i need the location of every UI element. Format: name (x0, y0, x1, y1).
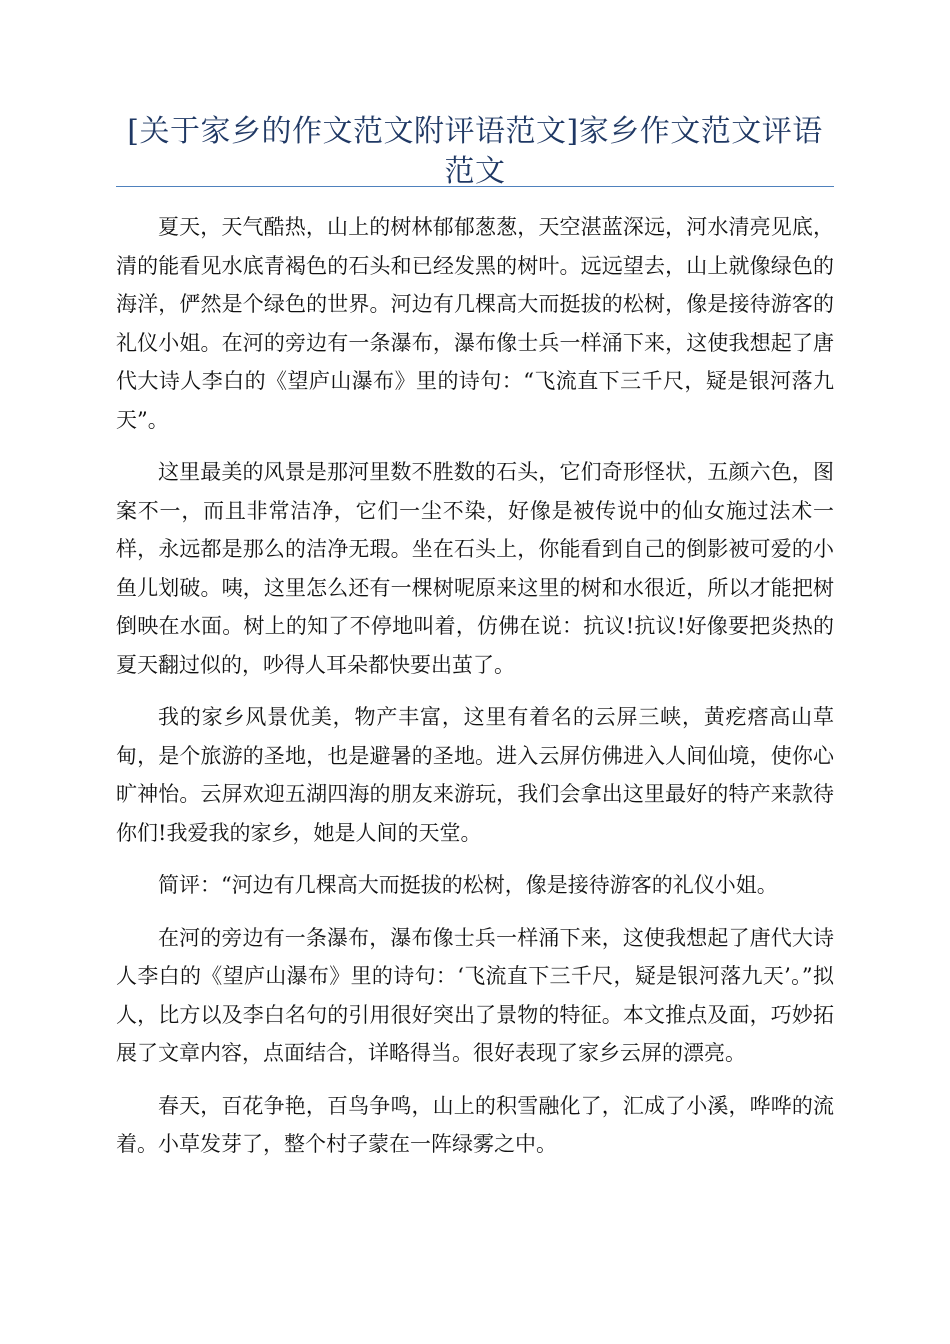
body-paragraph: 这里最美的风景是那河里数不胜数的石头，它们奇形怪状，五颜六色，图案不一，而且非常洁净，它们一尘不染，好像是被传说中的仙女施过法术一样，永远都是那么的洁净无瑕。坐在石头上，你能看到自己的倒影被可爱的小鱼儿划破。咦，这里怎么还有一棵树呢原来这里的树和水很近，所以才能把树倒映在水面。树上的知了不停地叫着，仿佛在说：抗议!抗议!好像要把炎热的夏天翻过似的，吵得人耳朵都快要出茧了。 (116, 460, 834, 677)
title-underline (116, 186, 834, 187)
document-title: [关于家乡的作文范文附评语范文]家乡作文范文评语范文 (127, 114, 823, 189)
comment-paragraph: 在河的旁边有一条瀑布，瀑布像士兵一样涌下来，这使我想起了唐代大诗人李白的《望庐山瀑布》里的诗句：‘飞流直下三千尺，疑是银河落九天’。”拟人，比方以及李白名句的引用很好突出了景物的特征。本文推点及面，巧妙拓展了文章内容，点面结合，详略得当。很好表现了家乡云屏的漂亮。 (116, 925, 834, 1065)
body-paragraph: 春天，百花争艳，百鸟争鸣，山上的积雪融化了，汇成了小溪，哗哗的流着。小草发芽了，整个村子蒙在一阵绿雾之中。 (116, 1093, 834, 1156)
body-paragraph: 我的家乡风景优美，物产丰富，这里有着名的云屏三峡，黄疙瘩高山草甸，是个旅游的圣地，也是避暑的圣地。进入云屏仿佛进入人间仙境，使你心旷神怡。云屏欢迎五湖四海的朋友来游玩，我们会拿出这里最好的特产来款待你们!我爱我的家乡，她是人间的天堂。 (116, 705, 834, 845)
body-paragraph: 夏天，天气酷热，山上的树林郁郁葱葱，天空湛蓝深远，河水清亮见底，清的能看见水底青褐色的石头和已经发黑的树叶。远远望去，山上就像绿色的海洋，俨然是个绿色的世界。河边有几棵高大而挺拔的松树，像是接待游客的礼仪小姐。在河的旁边有一条瀑布，瀑布像士兵一样涌下来，这使我想起了唐代大诗人李白的《望庐山瀑布》里的诗句：“飞流直下三千尺，疑是银河落九天”。 (116, 215, 834, 432)
document-body (116, 208, 834, 1178)
comment-paragraph: 简评：“河边有几棵高大而挺拔的松树，像是接待游客的礼仪小姐。 (158, 873, 778, 897)
